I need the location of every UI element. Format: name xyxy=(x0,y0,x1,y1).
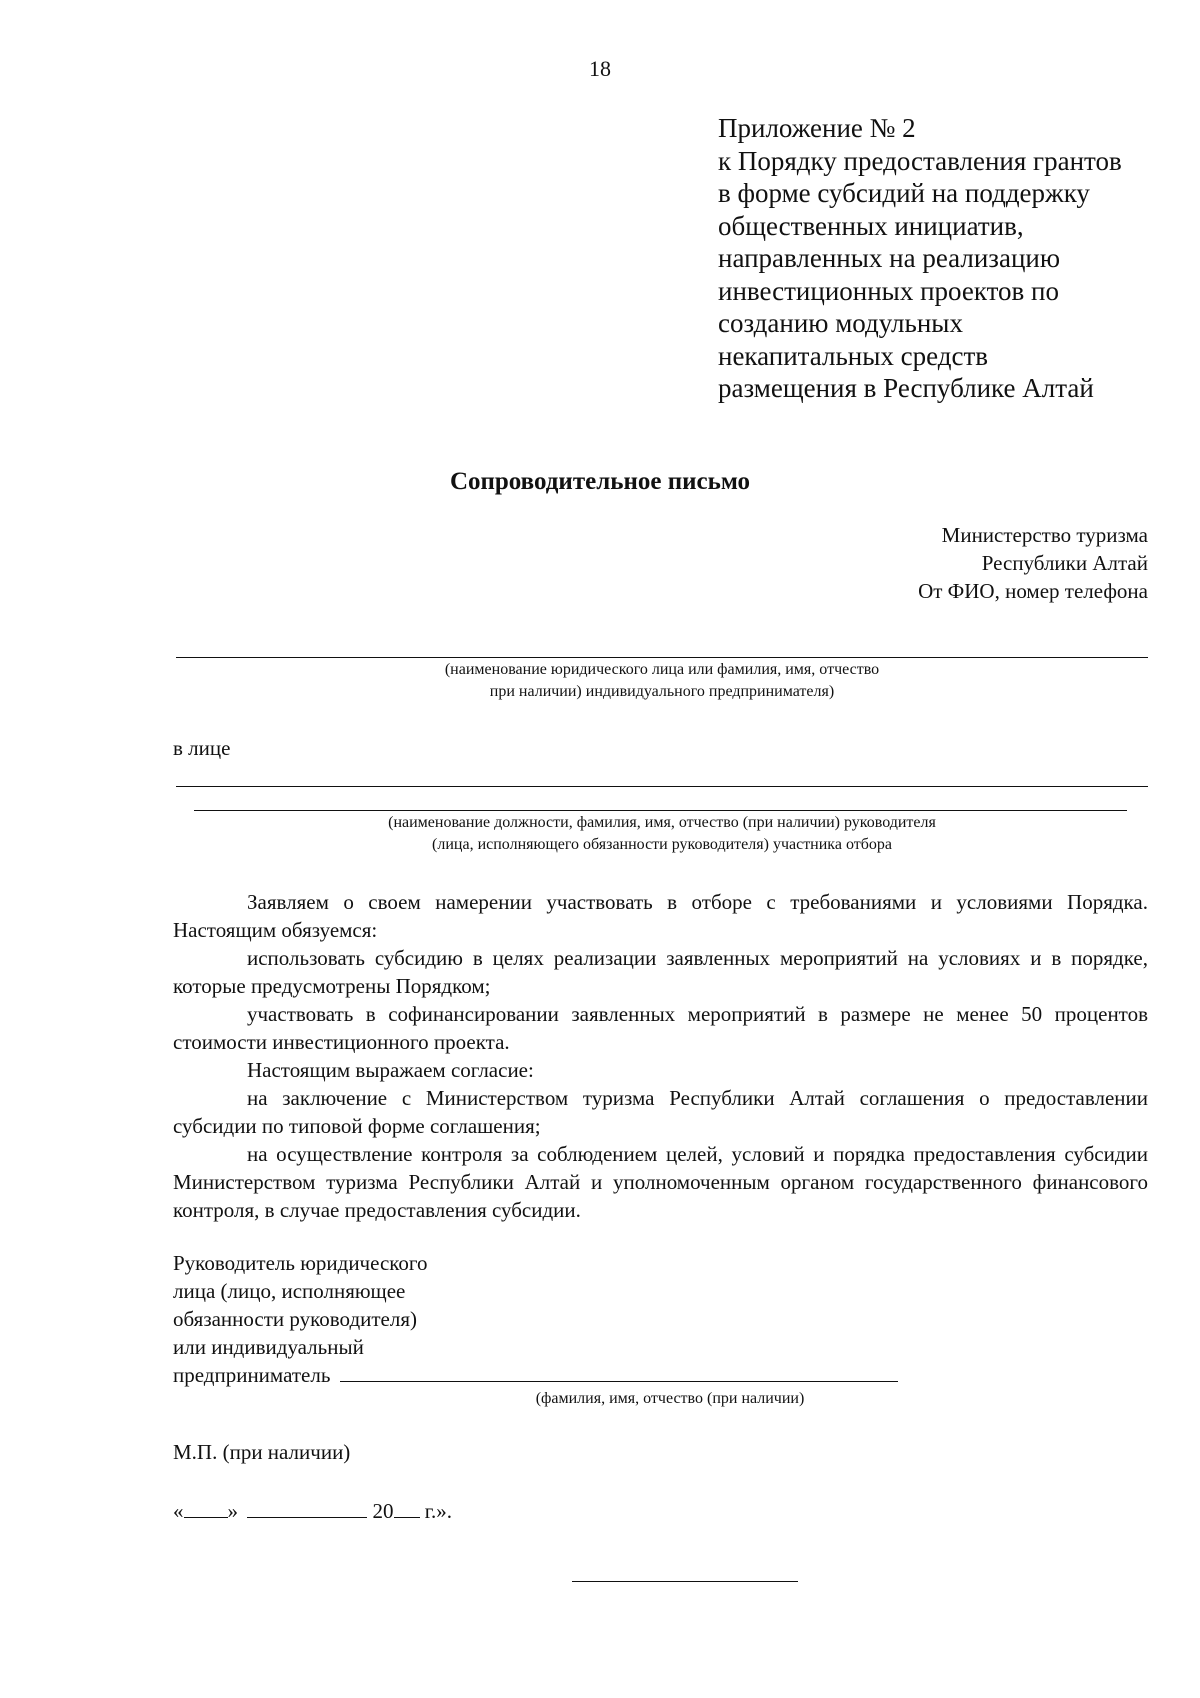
appendix-line: размещения в Республике Алтай xyxy=(718,373,1094,403)
body-paragraph: на осуществление контроля за соблюдением целей, условий и порядка предоставления субсидии Министерством туризма Республики Алтай и уполномоченным органом государственного финансового контроля, в случае предоставления субсидии. xyxy=(173,1142,1148,1222)
position-hint xyxy=(176,812,1148,856)
addressee-line: Республики Алтай xyxy=(981,551,1148,575)
signature-line: Руководитель юридического xyxy=(173,1251,428,1275)
date-open-quote: « xyxy=(173,1499,184,1523)
stamp-label: М.П. (при наличии) xyxy=(173,1440,351,1464)
addressee-block xyxy=(918,521,1148,605)
bottom-line xyxy=(572,1581,798,1582)
appendix-line: инвестиционных проектов по xyxy=(718,275,1059,306)
hint-line: (лица, исполняющего обязанности руководителя) участника отбора xyxy=(432,836,892,853)
addressee-line: Министерство туризма xyxy=(941,523,1148,547)
year-prefix: 20 xyxy=(372,1499,394,1523)
signature-line: или индивидуальный xyxy=(173,1335,364,1359)
year-field[interactable] xyxy=(394,1497,420,1518)
addressee-line: От ФИО, номер телефона xyxy=(918,579,1148,603)
body-paragraph: использовать субсидию в целях реализации заявленных мероприятий на условиях и в порядке, которые предусмотрены Порядком; xyxy=(173,946,1148,998)
body-paragraph: участвовать в софинансировании заявленных мероприятий в размере не менее 50 процентов стоимости инвестиционного проекта. xyxy=(173,1002,1148,1054)
day-field[interactable] xyxy=(184,1497,228,1518)
appendix-line: некапитальных средств xyxy=(718,340,989,371)
body-paragraph: на заключение с Министерством туризма Республики Алтай соглашения о предоставлении субсидии по типовой форме соглашения; xyxy=(173,1086,1148,1138)
representative-line-2 xyxy=(194,810,1127,811)
entity-name-hint xyxy=(176,659,1148,703)
in-person-label: в лице xyxy=(173,736,231,760)
signature-name-field[interactable] xyxy=(340,1361,898,1382)
body-paragraph: Заявляем о своем намерении участвовать в отборе с требованиями и условиями Порядка. Настоящим обязуемся: xyxy=(173,890,1148,942)
appendix-line: общественных инициатив, xyxy=(718,210,1024,241)
month-field[interactable] xyxy=(247,1497,367,1518)
signature-line xyxy=(173,1361,973,1389)
signature-line: лица (лицо, исполняющее xyxy=(173,1279,406,1303)
appendix-line: созданию модульных xyxy=(718,308,963,338)
signature-block xyxy=(173,1249,973,1389)
document-title: Сопроводительное письмо xyxy=(449,468,751,495)
entity-name-line xyxy=(176,657,1148,658)
date-suffix: г.». xyxy=(419,1499,452,1523)
signature-role: предприниматель xyxy=(173,1363,331,1387)
representative-line-1 xyxy=(176,786,1148,787)
hint-line: (наименование должности, фамилия, имя, отчество (при наличии) руководителя xyxy=(388,814,936,831)
date-line xyxy=(173,1497,452,1524)
appendix-line: Приложение № 2 xyxy=(718,113,916,143)
appendix-line: к Порядку предоставления грантов xyxy=(718,145,1122,176)
signature-line: обязанности руководителя) xyxy=(173,1307,418,1331)
signature-hint: (фамилия, имя, отчество (при наличии) xyxy=(535,1390,805,1407)
letter-body xyxy=(173,888,1148,1224)
appendix-line: в форме субсидий на поддержку xyxy=(718,178,1090,208)
date-close-quote: » xyxy=(227,1499,238,1523)
appendix-header xyxy=(718,112,1178,405)
appendix-line: направленных на реализацию xyxy=(718,243,1061,273)
body-paragraph: Настоящим выражаем согласие: xyxy=(247,1058,534,1082)
hint-line: при наличии) индивидуального предпринимателя) xyxy=(489,683,835,700)
page-number: 18 xyxy=(589,56,611,81)
hint-line: (наименование юридического лица или фамилия, имя, отчество xyxy=(444,661,880,678)
